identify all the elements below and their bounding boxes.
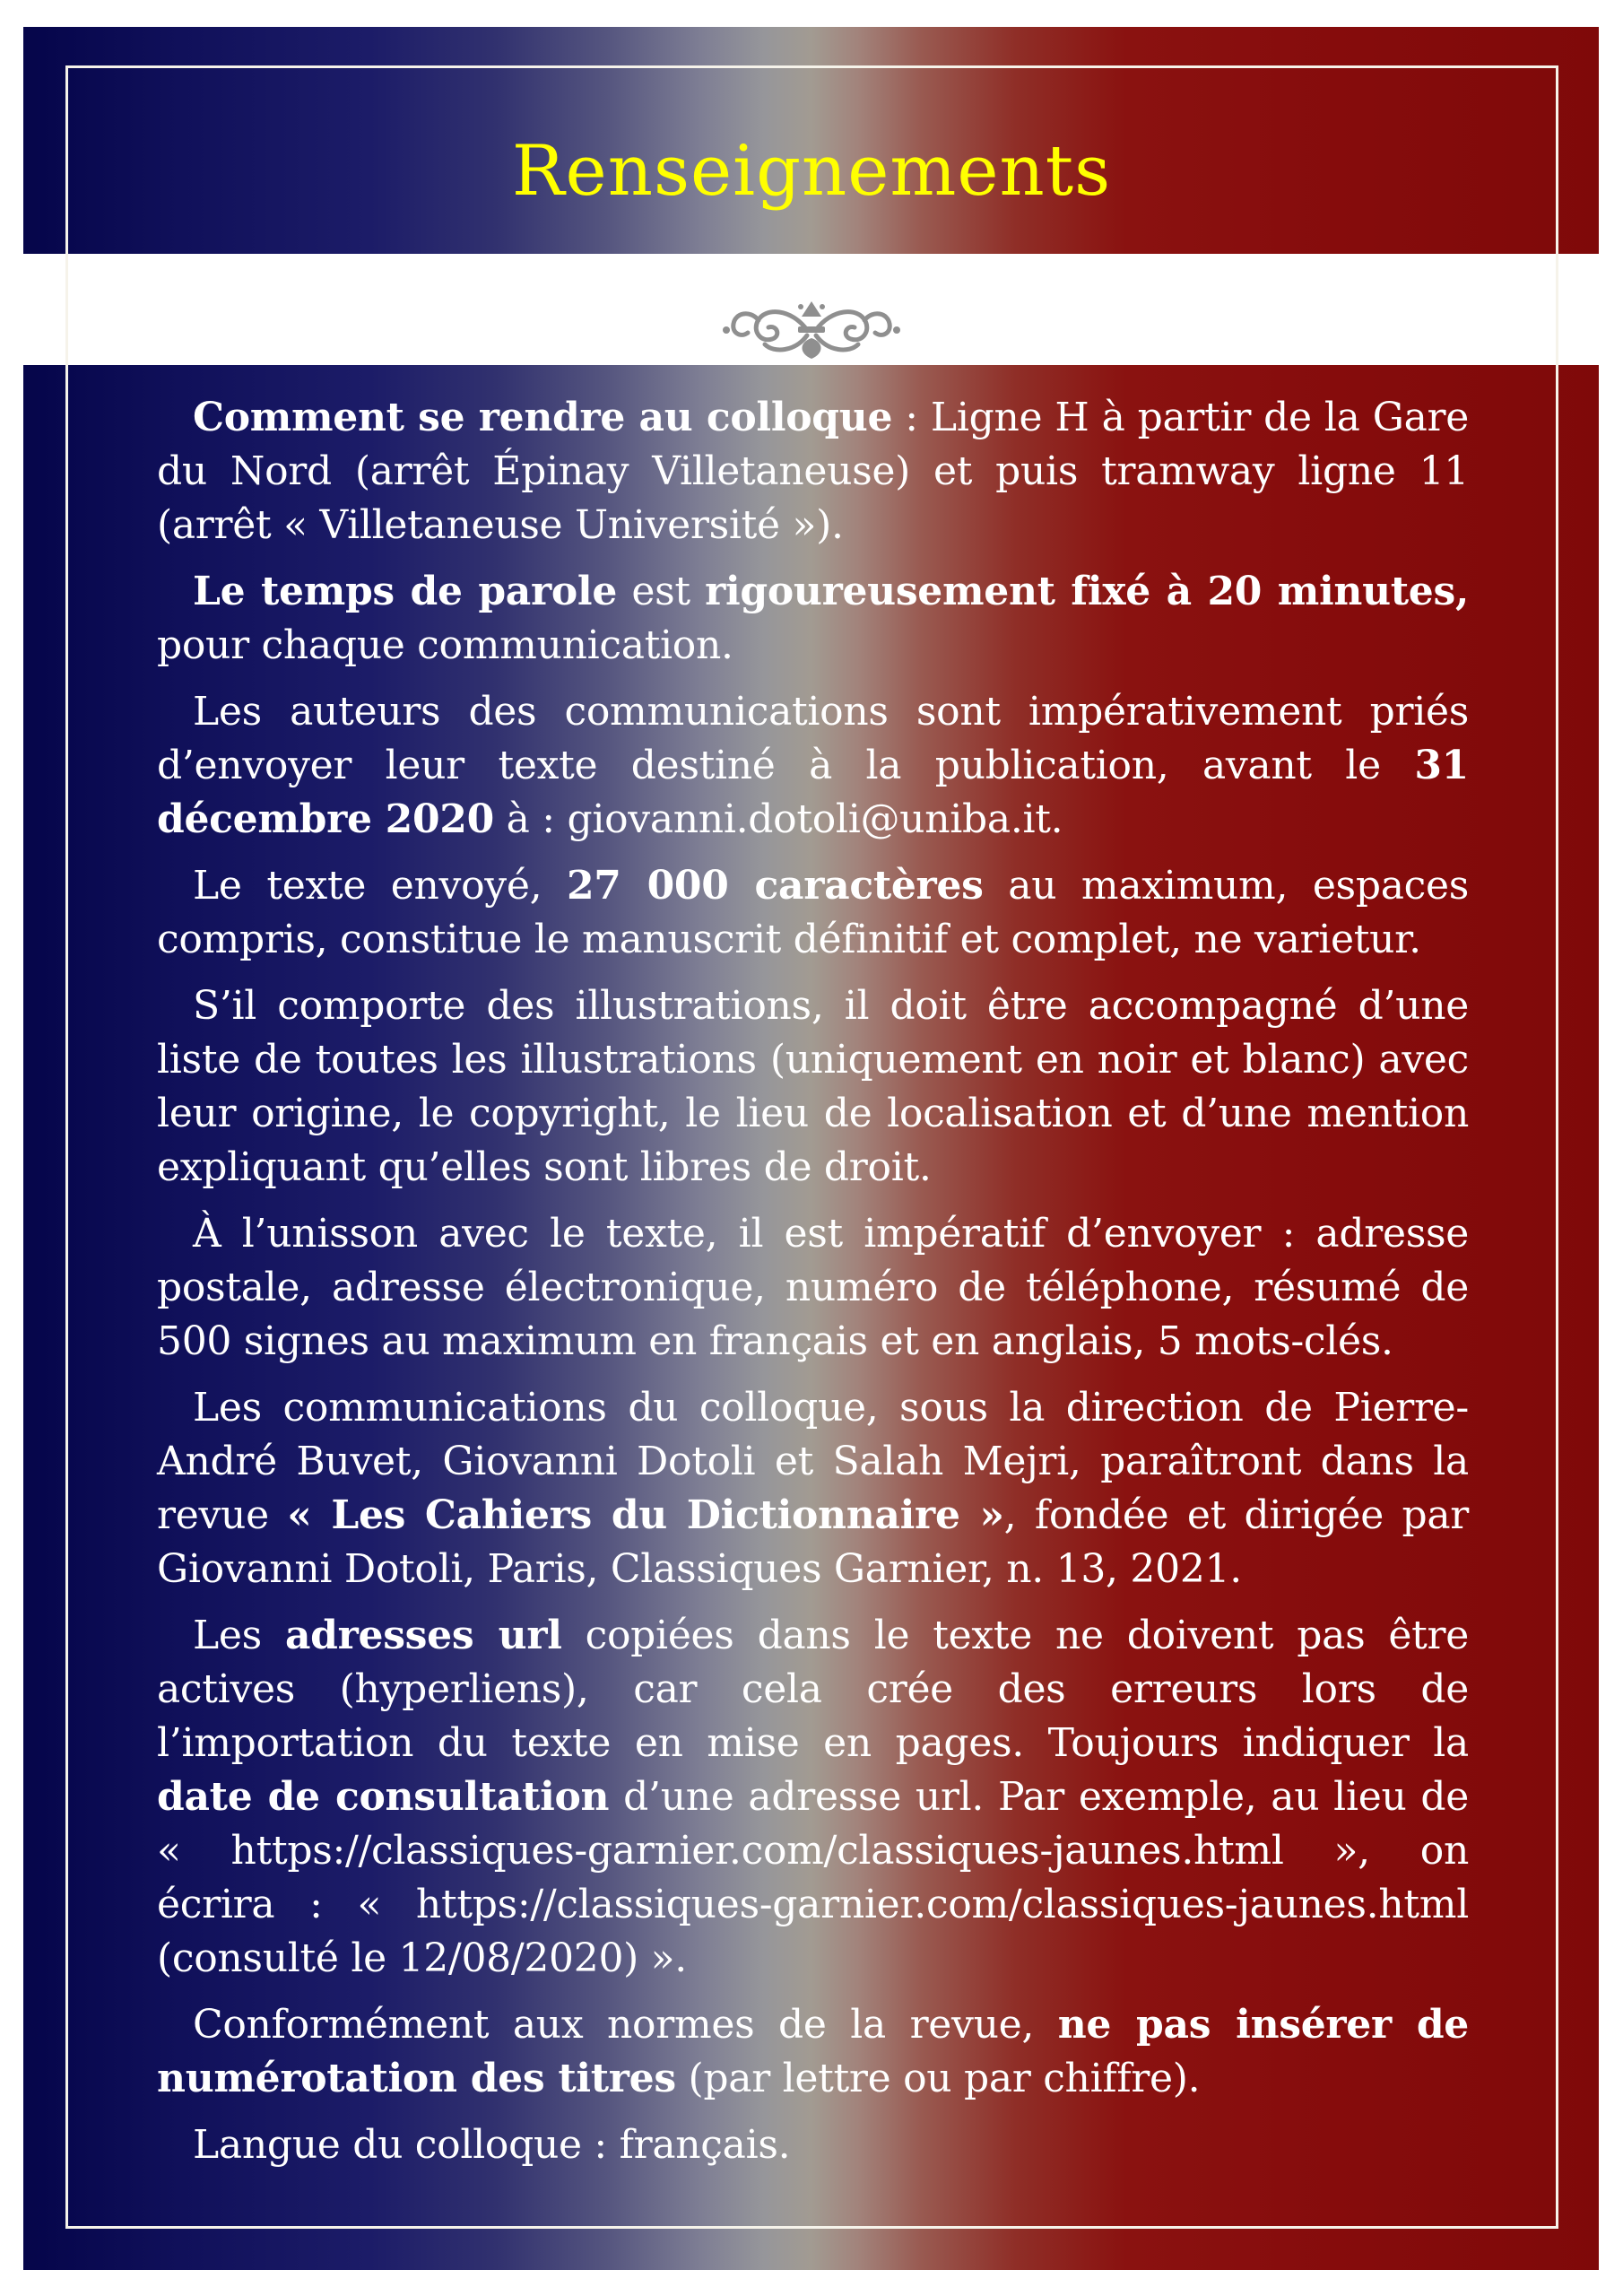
paragraph: Les auteurs des communications sont impérativement priés d’envoyer leur texte destiné à la publication, avant le 31 décembre 2020 à : giovanni.dotoli@uniba.it.: [157, 689, 1469, 842]
paragraph: S’il comporte des illustrations, il doit être accompagné d’une liste de toutes les illustrations (uniquement en noir et blanc) avec leur origine, le copyright, le lieu de localisation et d’une mention expliquant qu’elles sont libres de droit.: [157, 983, 1469, 1190]
paragraph: Les communications du colloque, sous la direction de Pierre-André Buvet, Giovanni Dotoli et Salah Mejri, paraîtront dans la revue « Les Cahiers du Dictionnaire », fondée et dirigée par Giovanni Dotoli, Paris, Classiques Garnier, n. 13, 2021.: [157, 1385, 1469, 1592]
paragraph: Les adresses url copiées dans le texte ne doivent pas être actives (hyperliens), car cela crée des erreurs lors de l’importation du texte en mise en pages. Toujours indiquer la date de consultation d’une adresse url. Par exemple, au lieu de « https://classiques-garnier.com/classiques-jaunes.html », on écrira : « https://classiques-garnier.com/classiques-jaunes.html (consulté le 12/08/2020) ».: [157, 1613, 1470, 1981]
paragraph: Le temps de parole est rigoureusement fixé à 20 minutes, pour chaque communication.: [157, 569, 1469, 668]
paragraph: Le texte envoyé, 27 000 caractères au maximum, espaces compris, constitue le manuscrit définitif et complet, ne varietur.: [157, 863, 1470, 962]
paragraph: À l’unisson avec le texte, il est impératif d’envoyer : adresse postale, adresse électronique, numéro de téléphone, résumé de 500 signes au maximum en français et en anglais, 5 mots-clés.: [157, 1211, 1469, 1364]
paragraph: Langue du colloque : français.: [193, 2122, 791, 2168]
body-paragraphs: [157, 391, 1469, 2185]
page-title: Renseignements: [511, 131, 1112, 212]
flourish-divider-icon: [722, 298, 901, 362]
paragraph: Comment se rendre au colloque : Ligne H à partir de la Gare du Nord (arrêt Épinay Villetaneuse) et puis tramway ligne 11 (arrêt « Villetaneuse Université »).: [157, 395, 1469, 548]
paragraph: Conformément aux normes de la revue, ne pas insérer de numérotation des titres (par lettre ou par chiffre).: [157, 2002, 1469, 2101]
